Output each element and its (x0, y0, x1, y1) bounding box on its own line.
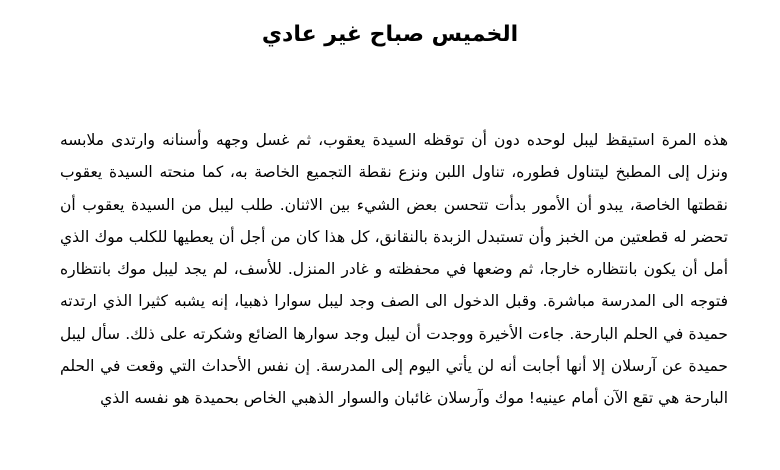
document-title: الخميس صباح غير عادي (261, 22, 519, 47)
body-paragraph: هذه المرة استيقظ ليبل لوحده دون أن توقظه السيدة يعقوب، ثم غسل وجهه وأسنانه وارتدى ملابسه ونزل إلى المطبخ ليتناول فطوره، تناول اللبن ونزع نقطة التجميع الخاصة به، كما منحته السيدة يعقوب نقطتها الخاصة، يبدو أن الأمور بدأت تتحسن بعض الشيء بين الاثنان. طلب ليبل من السيدة يعقوب أن تحضر له قطعتين من الخبز وأن تستبدل الزبدة بالنقانق، كل هذا كان من أجل أن يعطيها للكلب موك الذي أمل أن يكون بانتظاره خارجا، ثم وضعها في محفظته و غادر المنزل. للأسف، لم يجد ليبل موك بانتظاره فتوجه الى المدرسة مباشرة. وقبل الدخول الى الصف وجد ليبل سوارا ذهبيا، إنه يشبه كثيرا الذي ارتدته حميدة في الحلم البارحة. جاءت الأخيرة ووجدت أن ليبل وجد سوارها الضائع وشكرته على ذلك. سأل ليبل حميدة عن آرسلان إلا أنها أجابت أنه لن يأتي اليوم إلى المدرسة. إن نفس الأحداث التي وقعت في الحلم البارحة هي تقع الآن أمام عينيه! موك وآرسلان غائبان والسوار الذهبي الخاص بحميدة هو نفسه الذي (60, 131, 728, 408)
